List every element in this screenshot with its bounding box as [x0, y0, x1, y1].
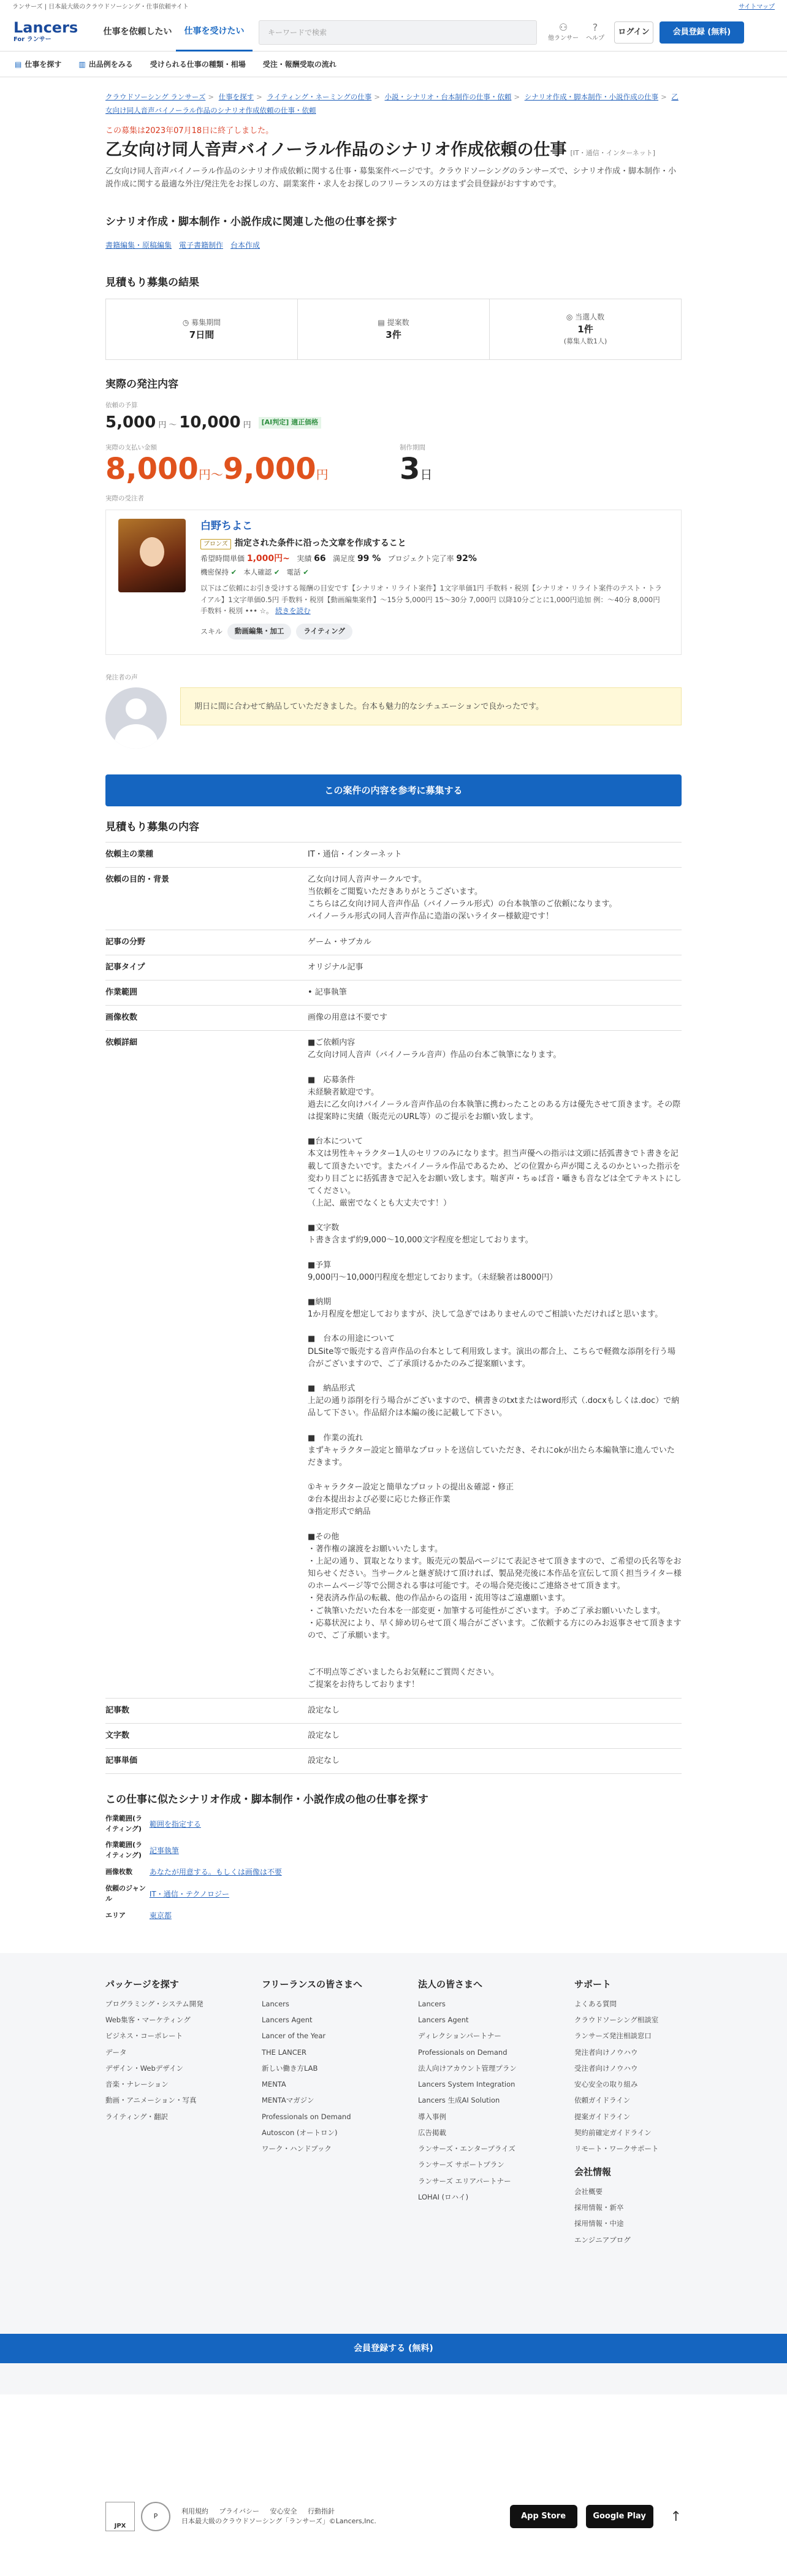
- related-link[interactable]: 電子書籍制作: [179, 241, 224, 250]
- target-icon: ◎: [566, 313, 573, 322]
- footer-bottom-link[interactable]: 安心安全: [270, 2507, 297, 2515]
- footer-link[interactable]: ランサーズ サポートプラン: [418, 2160, 504, 2169]
- result-value: 1件: [577, 324, 593, 335]
- result-proposals: [298, 299, 490, 359]
- footer-link[interactable]: 法人向けアカウント管理プラン: [418, 2063, 517, 2073]
- header-icons: [548, 21, 604, 42]
- result-value: 7日間: [189, 329, 215, 340]
- help-label: ヘルプ: [586, 34, 604, 42]
- table-row: 記事数 設定なし: [105, 1699, 682, 1724]
- search-input[interactable]: キーワードで検索: [259, 20, 537, 45]
- result-label: 当選人数: [575, 313, 605, 322]
- table-row: 依頼詳細 ■ご依頼内容 乙女向け同人音声（バイノーラル音声）作品の台本ご執筆になります。 ■ 応募条件 未経験者歓迎です。 過去に乙女向けバイノーラル音声作品の台本執筆に携わったことのある方は優先させて頂きます。その際は提案時に実績（販売元のURL等）のご提示をお願い致します。 ■台本について 本文は男性キャラクター1人のセリフのみになります。担当声優への指示は文頭に括弧書きでト書きを記載して頂きたいです。またバイノーラル作品であるため、どの位置から声が聞こえるのかといった指示を変わり目ごとに括弧書きで記入をお願い致します。喘ぎ声・ちゅぱ音・囁きも音などは全てテキストにしてください。 （上記、厳密でなくとも大丈夫です！） ■文字数 ト書き含まず約9,000〜10,000文字程度を想定しております。 ■予算 9,000円〜10,000円程度を想定しております。（未経験者は8000円） ■納期 1か月程度を想定しておりますが、決して急ぎではありませんのでご相談いただければと思います。 ■ 台本の用途について DLSite等で販売する音声作品の台本として利用致します。演出の都合上、こちらで軽微な添削を行う場合がございますので、ご了承頂けるかたのみご提案願います。 ■ 納品形式 上記の通り添削を行う場合がございますので、横書きのtxtまたはword形式（.docxもしくは.doc）で納品して下さい。作品紹介は本編の後に記載して下さい。 ■ 作業の流れ まずキャラクター設定と簡単なプロットを送信していただき、それにokが出たら本編執筆に進んでいただきます。 ①キャラクター設定と簡単なプロットの提出＆確認・修正 ②台本提出および必要に応じた修正作業 ③指定形式で納品 ■その他 ・著作権の譲渡をお願いいたします。 ・上記の通り、買取となります。販売元の製品ページにて表記させて頂きますので、ご希望の氏名等をお知らせください。当サークルと継ぎ続けて頂ければ、製品発売後に本作品を宣伝して頂く担当ライター様のホームページ等で公開される事は可能です。その場合発売後にご連絡させて頂きます。 ・発表済み作品の転載、他の作品からの盗用・流用等はご遠慮願います。 ・ご執筆いただいた台本を一部変更・加筆する可能性がございます。予めご了承お願いいたします。 ・応募状況により、早く締め切らせて頂く場合がございます。ご依頼する方にのみお返事させて頂きますので、ご了承願います。 ご不明点等ございましたらお気軽にご質問ください。 ご提案をお待ちしております！: [105, 1031, 682, 1698]
- breadcrumb-item[interactable]: 乙女向け同人音声バイノーラル作品のシナリオ作成依頼の仕事・依頼: [105, 93, 679, 115]
- footer-bottom-link[interactable]: 利用規約: [181, 2507, 208, 2515]
- footer-bottom-link[interactable]: 行動指針: [307, 2507, 335, 2515]
- contractor-stats: 希望時間単価 1,000円~ 実績 66 満足度 99 % プロジェクト完了率 92%: [200, 553, 477, 564]
- footer-link[interactable]: Lancers Agent: [262, 2016, 313, 2025]
- delivery-label: 制作期間: [400, 444, 425, 452]
- similar-link[interactable]: 範囲を指定する: [149, 1819, 201, 1829]
- related-title: シナリオ作成・脚本制作・小説作成に関連した他の仕事を探す: [105, 215, 397, 228]
- other-lancers-button[interactable]: [548, 21, 579, 42]
- footer-link[interactable]: 動画・アニメーション・写真: [105, 2096, 197, 2105]
- footer-col: パッケージを探す プログラミング・システム開発 Web集客・マーケティング ビジネス・コーポレート データ デザイン・Webデザイン 音楽・ナレーション 動画・アニメーション・写真 ライティング・翻訳: [105, 1978, 262, 2251]
- similar-title: この仕事に似たシナリオ作成・脚本制作・小説作成の他の仕事を探す: [105, 1793, 428, 1806]
- footer-link[interactable]: Professionals on Demand: [262, 2112, 351, 2121]
- footer-link[interactable]: Web集客・マーケティング: [105, 2016, 191, 2025]
- sub-navigation: [0, 52, 787, 77]
- results-section: [105, 275, 682, 360]
- price-row: [105, 435, 682, 486]
- verification-row: 機密保持 ✔ 本人確認 ✔ 電話 ✔: [200, 567, 309, 576]
- privacy-mark-logo: P: [141, 2502, 170, 2531]
- contractor-desc: 以下はご依頼にお引き受けする報酬の目安です【シナリオ・リライト案件】1文字単価1円 手数料・税別【シナリオ・リライト案件のテスト・トライアル】1文字単価0.5円 手数料・税別【動画編集案件】〜15分 5,000円 15〜30分 7,000円 以降10分ごとに1,000円追加 例：〜40分 8,000円 手数料・税別 ••• ☆。: [200, 584, 662, 615]
- footer-link[interactable]: データ: [105, 2047, 127, 2057]
- footer-col: フリーランスの皆さまへ Lancers Lancers Agent Lancer of the Year THE LANCER 新しい働き方LAB MENTA MENTAマガジン Professionals on Demand Autoscon (オートロン) ワーク・ハンドブック: [262, 1978, 418, 2251]
- footer-link[interactable]: Lancers: [418, 1999, 446, 2008]
- jpx-logo: JPX: [105, 2502, 135, 2531]
- breadcrumb-item[interactable]: クラウドソーシング ランサーズ: [105, 93, 206, 101]
- footer-link[interactable]: ビジネス・コーポレート: [105, 2031, 183, 2041]
- subnav-label: 出品例をみる: [88, 59, 133, 69]
- footer-link[interactable]: THE LANCER: [262, 2047, 307, 2057]
- breadcrumb-item[interactable]: 小説・シナリオ・台本制作の仕事・依頼: [384, 93, 512, 101]
- check-icon: ✔: [273, 567, 280, 576]
- footer-link[interactable]: 導入事例: [418, 2112, 446, 2121]
- results-title: 見積もり募集の結果: [105, 277, 199, 289]
- contractor-name[interactable]: 白野ちよこ: [200, 520, 253, 533]
- contractor-card: [105, 510, 682, 654]
- client-avatar: [105, 687, 167, 749]
- footer-link[interactable]: 広告掲載: [418, 2128, 446, 2137]
- document-icon: ▤: [378, 318, 385, 327]
- list-icon: ▤: [15, 59, 22, 69]
- lancers-logo[interactable]: [13, 20, 81, 44]
- footer-link[interactable]: デザイン・Webデザイン: [105, 2063, 183, 2073]
- footer-link[interactable]: Lancers 生成AI Solution: [418, 2096, 500, 2105]
- result-label: 提案数: [387, 318, 409, 327]
- budget-label: 依頼の予算: [105, 402, 138, 410]
- table-row: 記事タイプ オリジナル記事: [105, 955, 682, 980]
- footer-link[interactable]: Professionals on Demand: [418, 2047, 508, 2057]
- check-icon: ✔: [230, 567, 237, 576]
- footer-link[interactable]: Lancers Agent: [418, 2016, 469, 2025]
- contractor-avatar[interactable]: [118, 519, 186, 592]
- subnav-listings[interactable]: [78, 59, 132, 70]
- similar-link[interactable]: あなたが用意する。もしくは画像は不要: [149, 1868, 282, 1877]
- job-intro: 乙女向け同人音声バイノーラル作品のシナリオ作成依頼に関する仕事・募集案件ページです。クラウドソーシングのランサーズで、シナリオ作成・脚本制作・小説作成に関する最適な外注/発注先をお探しの方、副業案件・求人をお探しのフリーランスの方はまず会員登録がおすすめです。: [105, 167, 677, 189]
- footer-link[interactable]: Lancers: [262, 1999, 289, 2008]
- footer-link[interactable]: よくある質問: [574, 1999, 617, 2008]
- subnav-label: 受注・報酬受取の流れ: [262, 59, 336, 69]
- site-tagline: ランサーズ | 日本最大級のクラウドソーシング・仕事依頼サイト: [12, 3, 189, 10]
- similar-link[interactable]: IT・通信・テクノロジー: [149, 1889, 229, 1898]
- footer-link[interactable]: 発注者向けノウハウ: [574, 2047, 638, 2057]
- similar-section: この仕事に似たシナリオ作成・脚本制作・小説作成の他の仕事を探す 作業範囲(ライティング) 範囲を指定する 作業範囲(ライティング) 記事執筆 画像枚数 あなたが用意する。もしくは画像は不要 依頼のジャンル IT・通信・テクノロジー エリア 東京都: [105, 1792, 682, 1922]
- site-header: [0, 13, 787, 52]
- footer-link[interactable]: Lancer of the Year: [262, 2031, 326, 2041]
- footer-link[interactable]: 安心安全の取り組み: [574, 2080, 638, 2089]
- footer-link[interactable]: 契約前確定ガイドライン: [574, 2128, 652, 2137]
- help-button[interactable]: [586, 21, 604, 42]
- table-row: 記事の分野 ゲーム・サブカル: [105, 930, 682, 955]
- copyright: 日本最大級のクラウドソーシング「ランサーズ」©Lancers,Inc.: [181, 2517, 376, 2525]
- footer-link[interactable]: 会社概要: [574, 2187, 603, 2196]
- related-section: [105, 215, 682, 251]
- detail-section: [105, 820, 682, 1774]
- delivery-days: 3日: [400, 451, 433, 486]
- results-box: [105, 299, 682, 360]
- record-count: 66: [314, 553, 326, 564]
- skills-row: [200, 624, 669, 639]
- logo-sub: For ランサー: [13, 36, 51, 43]
- tab-request-work[interactable]: 仕事を依頼したい: [103, 27, 172, 37]
- people-icon: ⚇: [558, 21, 568, 34]
- industry-tag: [IT・通信・インターネット]: [570, 149, 656, 158]
- similar-link[interactable]: 記事執筆: [149, 1846, 179, 1855]
- footer-link[interactable]: 受注者向けノウハウ: [574, 2063, 638, 2073]
- footer-link[interactable]: リモート・ワークサポート: [574, 2144, 659, 2154]
- skill-chip[interactable]: ライティング: [296, 624, 352, 639]
- breadcrumb-item[interactable]: シナリオ作成・脚本制作・小説作成の仕事: [524, 93, 659, 101]
- related-links: [105, 240, 682, 251]
- budget-min: 5,000: [105, 413, 156, 432]
- footer-link[interactable]: ライティング・翻訳: [105, 2112, 169, 2121]
- paid-amount: 8,000円〜9,000円: [105, 451, 329, 486]
- result-period: [106, 299, 298, 359]
- main-content: [105, 91, 682, 1921]
- footer-link[interactable]: プログラミング・システム開発: [105, 1999, 203, 2008]
- box-icon: ▥: [78, 59, 86, 69]
- footer-link[interactable]: Autoscon (オートロン): [262, 2128, 338, 2137]
- google-play-badge[interactable]: Google Play: [586, 2505, 653, 2528]
- subnav-flow[interactable]: [263, 59, 336, 70]
- footer-link[interactable]: ディレクションパートナー: [418, 2031, 501, 2041]
- hourly-rate: 1,000円~: [246, 553, 290, 564]
- footer-col: サポート よくある質問 クラウドソーシング相談室 ランサーズ発注相談窓口 発注者向けノウハウ 受注者向けノウハウ 安心安全の取り組み 依頼ガイドライン 提案ガイドライン 契約前確定ガイドライン リモート・ワークサポート 会社情報 会社概要 採用情報・新卒 採用情報・中途 エンジニアブログ: [574, 1978, 682, 2251]
- top-strip: [0, 0, 787, 13]
- review-bubble: 期日に間に合わせて納品していただきました。台本も魅力的なシチュエーションで良かったです。: [180, 687, 682, 725]
- table-row: 画像枚数 画像の用意は不要です: [105, 1006, 682, 1031]
- footer-link[interactable]: 新しい働き方LAB: [262, 2063, 318, 2073]
- review-label: 発注者の声: [105, 673, 138, 681]
- table-row: 記事単価 設定なし: [105, 1749, 682, 1774]
- footer-link[interactable]: ワーク・ハンドブック: [262, 2144, 332, 2154]
- footer-bottom-link[interactable]: プライバシー: [219, 2507, 259, 2515]
- breadcrumb: クラウドソーシング ランサーズ > 仕事を探す > ライティング・ネーミングの仕事 > 小説・シナリオ・台本制作の仕事・依頼 > シナリオ作成・脚本制作・小説作成の仕事 > 乙女向け同人音声バイノーラル作品のシナリオ作成依頼の仕事・依頼: [105, 93, 679, 115]
- rank-badge: ブロンズ: [200, 539, 231, 549]
- subnav-label: 仕事を探す: [25, 59, 62, 69]
- breadcrumb-item[interactable]: ライティング・ネーミングの仕事: [267, 93, 372, 101]
- table-row: 依頼主の業種 IT・通信・インターネット: [105, 843, 682, 868]
- footer-col: 法人の皆さまへ Lancers Lancers Agent ディレクションパートナー Professionals on Demand 法人向けアカウント管理プラン Lancers System Integration Lancers 生成AI Solution 導入事例 広告掲載 ランサーズ・エンタープライズ ランサーズ サポートプラン ランサーズ エリアパートナー LOHAI (ロハイ): [418, 1978, 574, 2251]
- footer-link[interactable]: クラウドソーシング相談室: [574, 2016, 659, 2025]
- reference-post-button[interactable]: この案件の内容を参考に募集する: [105, 774, 682, 806]
- contractor-label: 実際の受注者: [105, 494, 144, 502]
- back-to-top-icon[interactable]: ↑: [670, 2509, 682, 2524]
- review-section: [105, 673, 682, 749]
- read-more-link[interactable]: 続きを読む: [275, 606, 311, 615]
- footer-link[interactable]: エンジニアブログ: [574, 2235, 631, 2244]
- page-title: [105, 139, 682, 161]
- subnav-find-jobs[interactable]: [15, 59, 61, 70]
- footer-link[interactable]: ランサーズ エリアパートナー: [418, 2176, 511, 2185]
- login-button[interactable]: ログイン: [614, 21, 653, 44]
- related-link[interactable]: 書籍編集・原稿編集: [105, 241, 172, 250]
- check-icon: ✔: [303, 567, 309, 576]
- similar-link[interactable]: 東京都: [149, 1911, 172, 1921]
- order-section: [105, 377, 682, 655]
- footer-link[interactable]: ランサーズ・エンタープライズ: [418, 2144, 515, 2154]
- footer-link[interactable]: LOHAI (ロハイ): [418, 2192, 469, 2201]
- result-value: 3件: [386, 329, 401, 340]
- contractor-catch: 指定された条件に沿った文章を作成すること: [234, 538, 406, 548]
- subnav-label: 受けられる仕事の種類・相場: [150, 59, 246, 69]
- footer-link[interactable]: 提案ガイドライン: [574, 2112, 631, 2121]
- footer-link[interactable]: MENTAマガジン: [262, 2096, 314, 2105]
- footer-link[interactable]: 採用情報・中途: [574, 2219, 624, 2228]
- result-label: 募集期間: [191, 318, 221, 327]
- header-tabs: [99, 13, 253, 52]
- job-title: 乙女向け同人音声バイノーラル作品のシナリオ作成依頼の仕事: [105, 140, 567, 160]
- footer-link[interactable]: MENTA: [262, 2080, 286, 2089]
- breadcrumb-item[interactable]: 仕事を探す: [218, 93, 254, 101]
- footer-link[interactable]: 音楽・ナレーション: [105, 2080, 169, 2089]
- ai-price-tag: [AI判定] 適正価格: [259, 417, 322, 429]
- table-row: 文字数 設定なし: [105, 1724, 682, 1749]
- app-store-badge[interactable]: App Store: [510, 2505, 577, 2528]
- site-footer: [0, 1953, 787, 2394]
- budget-max: 10,000: [179, 413, 241, 432]
- logo-main: Lancers: [13, 19, 78, 36]
- table-row: 作業範囲 • 記事執筆: [105, 980, 682, 1006]
- tab-take-work[interactable]: 仕事を受けたい: [176, 13, 253, 52]
- order-title: 実際の発注内容: [105, 378, 178, 391]
- footer-link[interactable]: Lancers System Integration: [418, 2080, 515, 2089]
- detail-table: [105, 842, 682, 1774]
- result-winners: [490, 299, 681, 359]
- related-link[interactable]: 台本作成: [230, 241, 260, 250]
- table-row: 依頼の目的・背景 乙女向け同人音声サークルです。 当依頼をご閲覧いただきありがとうございます。 こちらは乙女向け同人音声作品（バイノーラル形式）の台本執筆のご依頼になります。 バイノーラル形式の同人音声作品に造詣の深いライター様歓迎です！: [105, 868, 682, 930]
- paid-label: 実際の支払い金額: [105, 444, 157, 452]
- skill-chip[interactable]: 動画編集・加工: [227, 624, 292, 639]
- detail-title: 見積もり募集の内容: [105, 821, 199, 834]
- budget-range: 5,000 円 〜 10,000 円 [AI判定] 適正価格: [105, 411, 682, 435]
- result-sub: (募集人数1人): [563, 337, 607, 345]
- other-lancers-label: 他ランサー: [548, 34, 579, 42]
- satisfaction: 99 %: [357, 553, 381, 564]
- help-icon: ?: [592, 21, 598, 34]
- ended-notice: この募集は2023年07月18日に終了しました。: [105, 126, 274, 136]
- clock-icon: ◷: [182, 318, 189, 327]
- register-button[interactable]: 会員登録 (無料): [660, 21, 744, 44]
- skills-label: スキル: [200, 627, 222, 636]
- footer-link[interactable]: 採用情報・新卒: [574, 2203, 624, 2212]
- footer-bottom: [105, 2502, 682, 2531]
- sitemap-link[interactable]: サイトマップ: [739, 3, 775, 10]
- footer-link[interactable]: 依頼ガイドライン: [574, 2096, 631, 2105]
- sticky-register-bar[interactable]: 会員登録する (無料): [0, 2334, 787, 2363]
- subnav-job-types[interactable]: [150, 59, 246, 70]
- completion-rate: 92%: [456, 553, 477, 564]
- footer-link[interactable]: ランサーズ発注相談窓口: [574, 2031, 652, 2041]
